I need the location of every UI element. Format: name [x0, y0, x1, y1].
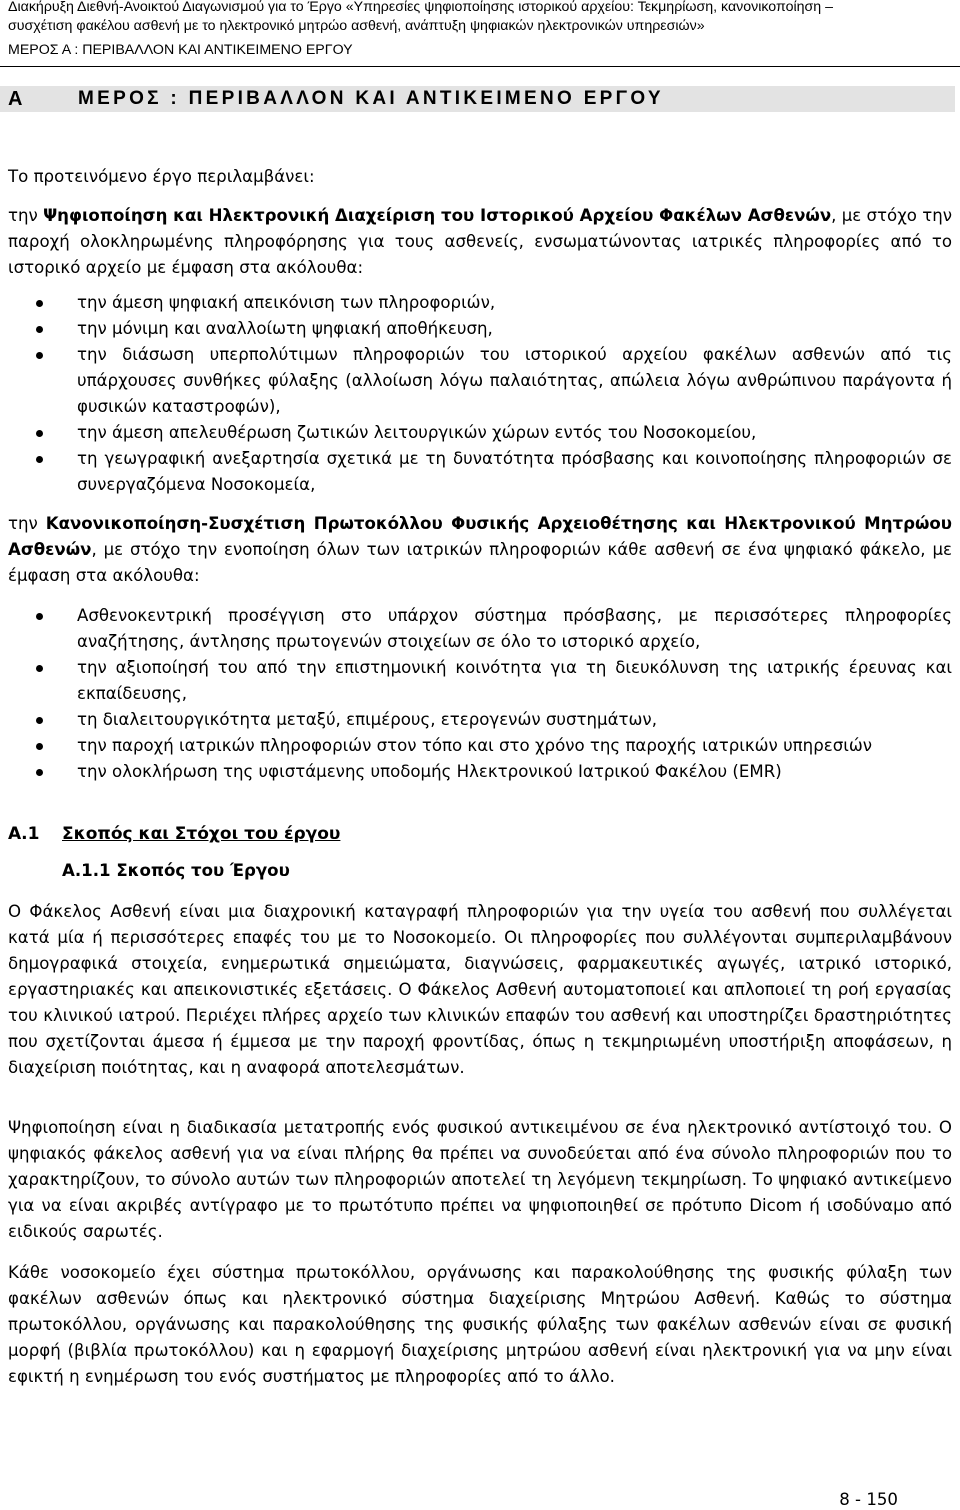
list-item: την αξιοποίησή του από την επιστημονική κοινότητα για τη διευκόλυνση της ιατρικής έρευνας και εκπαίδευσης, [0, 655, 952, 707]
paragraph-3: Κάθε νοσοκομείο έχει σύστημα πρωτοκόλλου, οργάνωσης και παρακολούθησης της φυσικής φύλαξη των φακέλων ασθενών όπως και ηλεκτρονικό σύστημα διαχείρισης Μητρώου Ασθενή. Καθώς το σύστημα πρωτοκόλλου, οργάνωσης και παρακολούθησης της φυσικής φύλαξης των φακέλων ασθενών είναι σε φυσική μορφή (βιβλία πρωτοκόλλου) και η εφαρμογή διαχείρισης μητρώου ασθενή είναι ηλεκτρονική για να μην είναι εφικτή η ενημέρωση του ενός συστήματος με πληροφορίες από το άλλο. [8, 1263, 952, 1386]
paragraph-1: Ο Φάκελος Ασθενή είναι μια διαχρονική καταγραφή πληροφοριών για την υγεία του ασθενή που συλλέγεται κατά μία ή περισσότερες επαφές του με το Νοσοκομείο. Οι πληροφορίες που συλλέγονται συμπεριλαμβάνουν δημογραφικά στοιχεία, ενημερωτικά σημειώματα, διαγνώσεις, φαρμακευτικές αγωγές, ιατρικό ιστορικό, εργαστηριακές και απεικονιστικές εξετάσεις. Ο Φάκελος Ασθενή αυτοματοποιεί και απλοποιεί τη ροή εργασίας του κλινικού ιατρού. Περιέχει πλήρες αρχείο των κλινικών επαφών του ασθενή και υποστηρίζει δραστηριότητες που σχετίζονται άμεσα ή έμμεσα με την παροχή φροντίδας, όπως η τεκμηριωμένη υποστήριξη αποφάσεων, η διαχείριση ποιότητας, και η αναφορά αποτελεσμάτων. [8, 902, 952, 1077]
item-2-bold: Κανονικοποίηση-Συσχέτιση Πρωτοκόλλου Φυσικής Αρχειοθέτησης και Ηλεκτρονικού Μητρώου Ασθενών [8, 514, 952, 559]
bullet-icon [36, 613, 43, 620]
page-number: 8 - 150 [839, 1490, 898, 1509]
list-item: τη γεωγραφική ανεξαρτησία σχετικά με τη δυνατότητα πρόσβασης και κοινοποίησης πληροφοριών σε συνεργαζόμενα Νοσοκομεία, [0, 446, 952, 498]
item-1-paragraph [8, 203, 952, 281]
bullet-icon [36, 352, 43, 359]
item-2-rest: , με στόχο την ενοποίηση όλων των ιατρικών πληροφοριών κάθε ασθενή σε ένα ψηφιακό φάκελο, με έμφαση στα ακόλουθα: [8, 540, 952, 585]
bullet-icon [36, 326, 43, 333]
list-item: Ασθενοκεντρική προσέγγιση στο υπάρχον σύστημα πρόσβασης, με περισσότερες πληροφορίες αναζήτησης, άντλησης πρωτογενών στοιχείων σε όλο το ιστορικό αρχείο, [0, 603, 952, 655]
intro-text: Το προτεινόμενο έργο περιλαμβάνει: [8, 167, 315, 186]
list-item: τη διαλειτουργικότητα μεταξύ, επιμέρους, ετερογενών συστημάτων, [0, 707, 952, 733]
section-title: Σκοπός και Στόχοι του έργου [62, 824, 341, 844]
part-title: ΜΕΡΟΣ : ΠΕΡΙΒΑΛΛΟΝ ΚΑΙ ΑΝΤΙΚΕΙΜΕΝΟ ΕΡΓΟΥ [78, 88, 664, 109]
header-section: ΜΕΡΟΣ Α : ΠΕΡΙΒΑΛΛΟΝ ΚΑΙ ΑΝΤΙΚΕΙΜΕΝΟ ΕΡΓΟΥ [8, 42, 353, 58]
section-number: Α.1 [8, 824, 40, 844]
bullet-icon [36, 300, 43, 307]
list-item: την μόνιμη και αναλλοίωτη ψηφιακή αποθήκευση, [0, 316, 952, 342]
section-heading-a11 [62, 861, 290, 880]
part-letter: Α [8, 88, 23, 110]
list-item: την άμεση απελευθέρωση ζωτικών λειτουργικών χώρων εντός του Νοσοκομείου, [0, 420, 952, 446]
bullet-icon [36, 456, 43, 463]
paragraph-2: Ψηφιοποίηση είναι η διαδικασία μετατροπής ενός φυσικού αντικειμένου σε ένα ηλεκτρονικό αντίστοιχό του. Ο ψηφιακός φάκελος ασθενή για να είναι πλήρης θα πρέπει να συνοδεύεται από ένα σύνολο πληροφοριών που το χαρακτηρίζουν, το σύνολο αυτών των πληροφοριών αποτελεί τη λεγόμενη τεκμηρίωση. Το ψηφιακό αντικείμενο για να είναι ακριβές αντίγραφο με το πρωτότυπο πρέπει να ψηφιοποιηθεί σε πρότυπο Dicom ή ισοδύναμο από ειδικούς σαρωτές. [8, 1118, 952, 1241]
bullet-icon [36, 743, 43, 750]
subsection-title: Σκοπός του Έργου [116, 861, 290, 880]
header-line-2: συσχέτιση φακέλου ασθενή με το ηλεκτρονικό μητρώο ασθενή, ανάπτυξη ψηφιακών ηλεκτρονικών υπηρεσιών» [8, 18, 705, 34]
item-1-bold: Ψηφιοποίηση και Ηλεκτρονική Διαχείριση του Ιστορικού Αρχείου Φακέλων Ασθενών [43, 206, 832, 225]
part-title-band [0, 86, 955, 112]
bullet-icon [36, 769, 43, 776]
header-line-1: Διακήρυξη Διεθνή-Ανοικτού Διαγωνισμού για το Έργο «Υπηρεσίες ψηφιοποίησης ιστορικού αρχείου: Τεκμηρίωση, κανονικοποίηση – [8, 0, 833, 15]
list-item: την διάσωση υπερπολύτιμων πληροφοριών του ιστορικού αρχείου φακέλων ασθενών από τις υπάρχουσες συνθήκες φύλαξης (αλλοίωση λόγω παλαιότητας, απώλεια λόγω ανθρώπινου παράγοντα ή φυσικών καταστροφών), [0, 342, 952, 420]
bullet-icon [36, 665, 43, 672]
bullet-icon [36, 430, 43, 437]
subsection-number: Α.1.1 [62, 861, 111, 880]
item-1-lead: την [8, 206, 38, 225]
list-item: την παροχή ιατρικών πληροφοριών στον τόπο και στο χρόνο της παροχής ιατρικών υπηρεσιών [0, 733, 952, 759]
header-divider [0, 66, 960, 67]
bullet-icon [36, 717, 43, 724]
item-2-bullets [0, 603, 952, 785]
list-item: την άμεση ψηφιακή απεικόνιση των πληροφοριών, [0, 290, 952, 316]
item-2-paragraph [8, 511, 952, 589]
section-heading-a1 [8, 824, 340, 844]
list-item: την ολοκλήρωση της υφιστάμενης υποδομής Ηλεκτρονικού Ιατρικού Φακέλου (EMR) [0, 759, 952, 785]
item-2-lead: την [8, 514, 38, 533]
item-1-rest: , με στόχο την παροχή ολοκληρωμένης πληροφόρησης για τους ασθενείς, ενσωματώνοντας ιατρικές πληροφορίες από το ιστορικό αρχείο με έμφαση στα ακόλουθα: [8, 206, 952, 277]
item-1-bullets [0, 290, 952, 498]
